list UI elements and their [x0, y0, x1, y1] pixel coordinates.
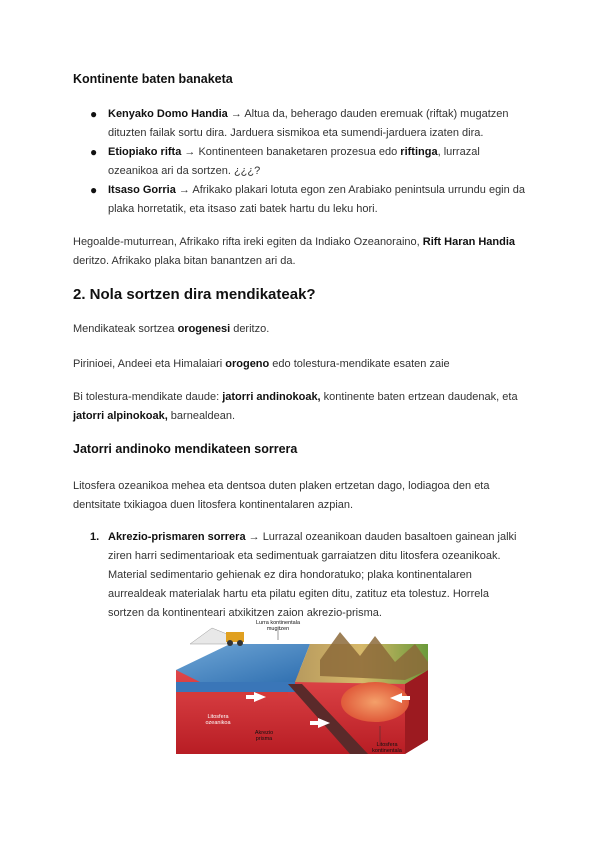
bullet-kenya-dome: Kenyako Domo Handia → Altua da, beherago dauden eremuak (riftak) mugatzen dituzten failak sortu dira. Jarduera sismikoa eta sumendi-jarduera izaten dira.: [108, 108, 509, 139]
paragraph-great-rift: Hegoalde-muturrean, Afrikako rifta ireki egiten da Indiako Ozeanoraino, Rift Haran Handia deritzo. Afrikako plaka bitan banantzen ari da.: [73, 236, 516, 267]
oceanic-plate-edge: [176, 682, 295, 692]
figure-label-oceanic: Litosfera ozeanikoa: [205, 714, 231, 726]
heading-andean-origin: Jatorri andinoko mendikateen sorrera: [73, 442, 298, 456]
bullet-dot: ●: [90, 145, 98, 159]
ocean-surface: [176, 644, 310, 682]
bulldozer-wheel: [237, 640, 243, 646]
subduction-diagram: [170, 622, 428, 762]
figure-label-top: Lurra kontinentala mugitzen: [255, 620, 301, 632]
arrow-down-slab-shaft: [310, 721, 319, 725]
lithosphere-band: [176, 692, 288, 698]
list-number: 1.: [90, 531, 100, 543]
list-item-accretion-prism: Akrezio-prismaren sorrera → Lurrazal ozeanikoan dauden basaltoen gainean jalki ziren harri sedimentarioak eta sedimentuak garraiatzen ditu litosfera ozeanikoak. Material sedimentario gehienak ez dira hondoratuko; plaka kontinentalaren aurrealdeak materialak hartu eta pilatu egiten ditu, zatituz eta tolestuz. Horrela sortzen da kontinenteari atxikitzen zaion akrezio-prisma.: [108, 531, 517, 619]
paragraph-two-types: Bi tolestura-mendikate daude: jatorri andinokoak, kontinente baten ertzean daudenak, eta jatorri alpinokoak, barnealdean.: [73, 391, 518, 422]
subduction-illustration: [170, 622, 428, 762]
heading-mountain-formation: 2. Nola sortzen dira mendikateak?: [73, 286, 316, 303]
arrow-left-shaft: [401, 696, 410, 700]
figure-label-prism: Akrezio prisma: [254, 730, 274, 742]
bullet-dot: ●: [90, 183, 98, 197]
figure-label-continental: Litosfera kontinentala: [372, 742, 402, 754]
magma-chamber: [341, 682, 409, 722]
paragraph-orogenesis: Mendikateak sortzea orogenesi deritzo.: [73, 323, 270, 335]
bullet-ethiopian-rift: Etiopiako rifta → Kontinenteen banaketaren prozesua edo riftinga, lurrazal ozeanikoa ari da sortzen. ¿¿¿?: [108, 146, 480, 177]
bullet-red-sea: Itsaso Gorria → Afrikako plakari lotuta egon zen Arabiako penintsula urrundu egin da plaka horretatik, eta itsaso zati batek hartu du leku hori.: [108, 184, 526, 215]
paragraph-orogen: Pirinioei, Andeei eta Himalaiari orogeno edo tolestura-mendikate esaten zaie: [73, 358, 450, 370]
paragraph-oceanic-lithosphere: Litosfera ozeanikoa mehea eta dentsoa duten plaken ertzetan dago, lodiagoa den eta dentsitate txikiagoa duen litosfera kontinentalaren azpian.: [73, 480, 490, 511]
heading-continent-breakup: Kontinente baten banaketa: [73, 72, 233, 86]
arrow-right-shaft: [246, 695, 255, 699]
bulldozer-wheel: [227, 640, 233, 646]
bullet-dot: ●: [90, 107, 98, 121]
mountain-range: [320, 632, 428, 680]
